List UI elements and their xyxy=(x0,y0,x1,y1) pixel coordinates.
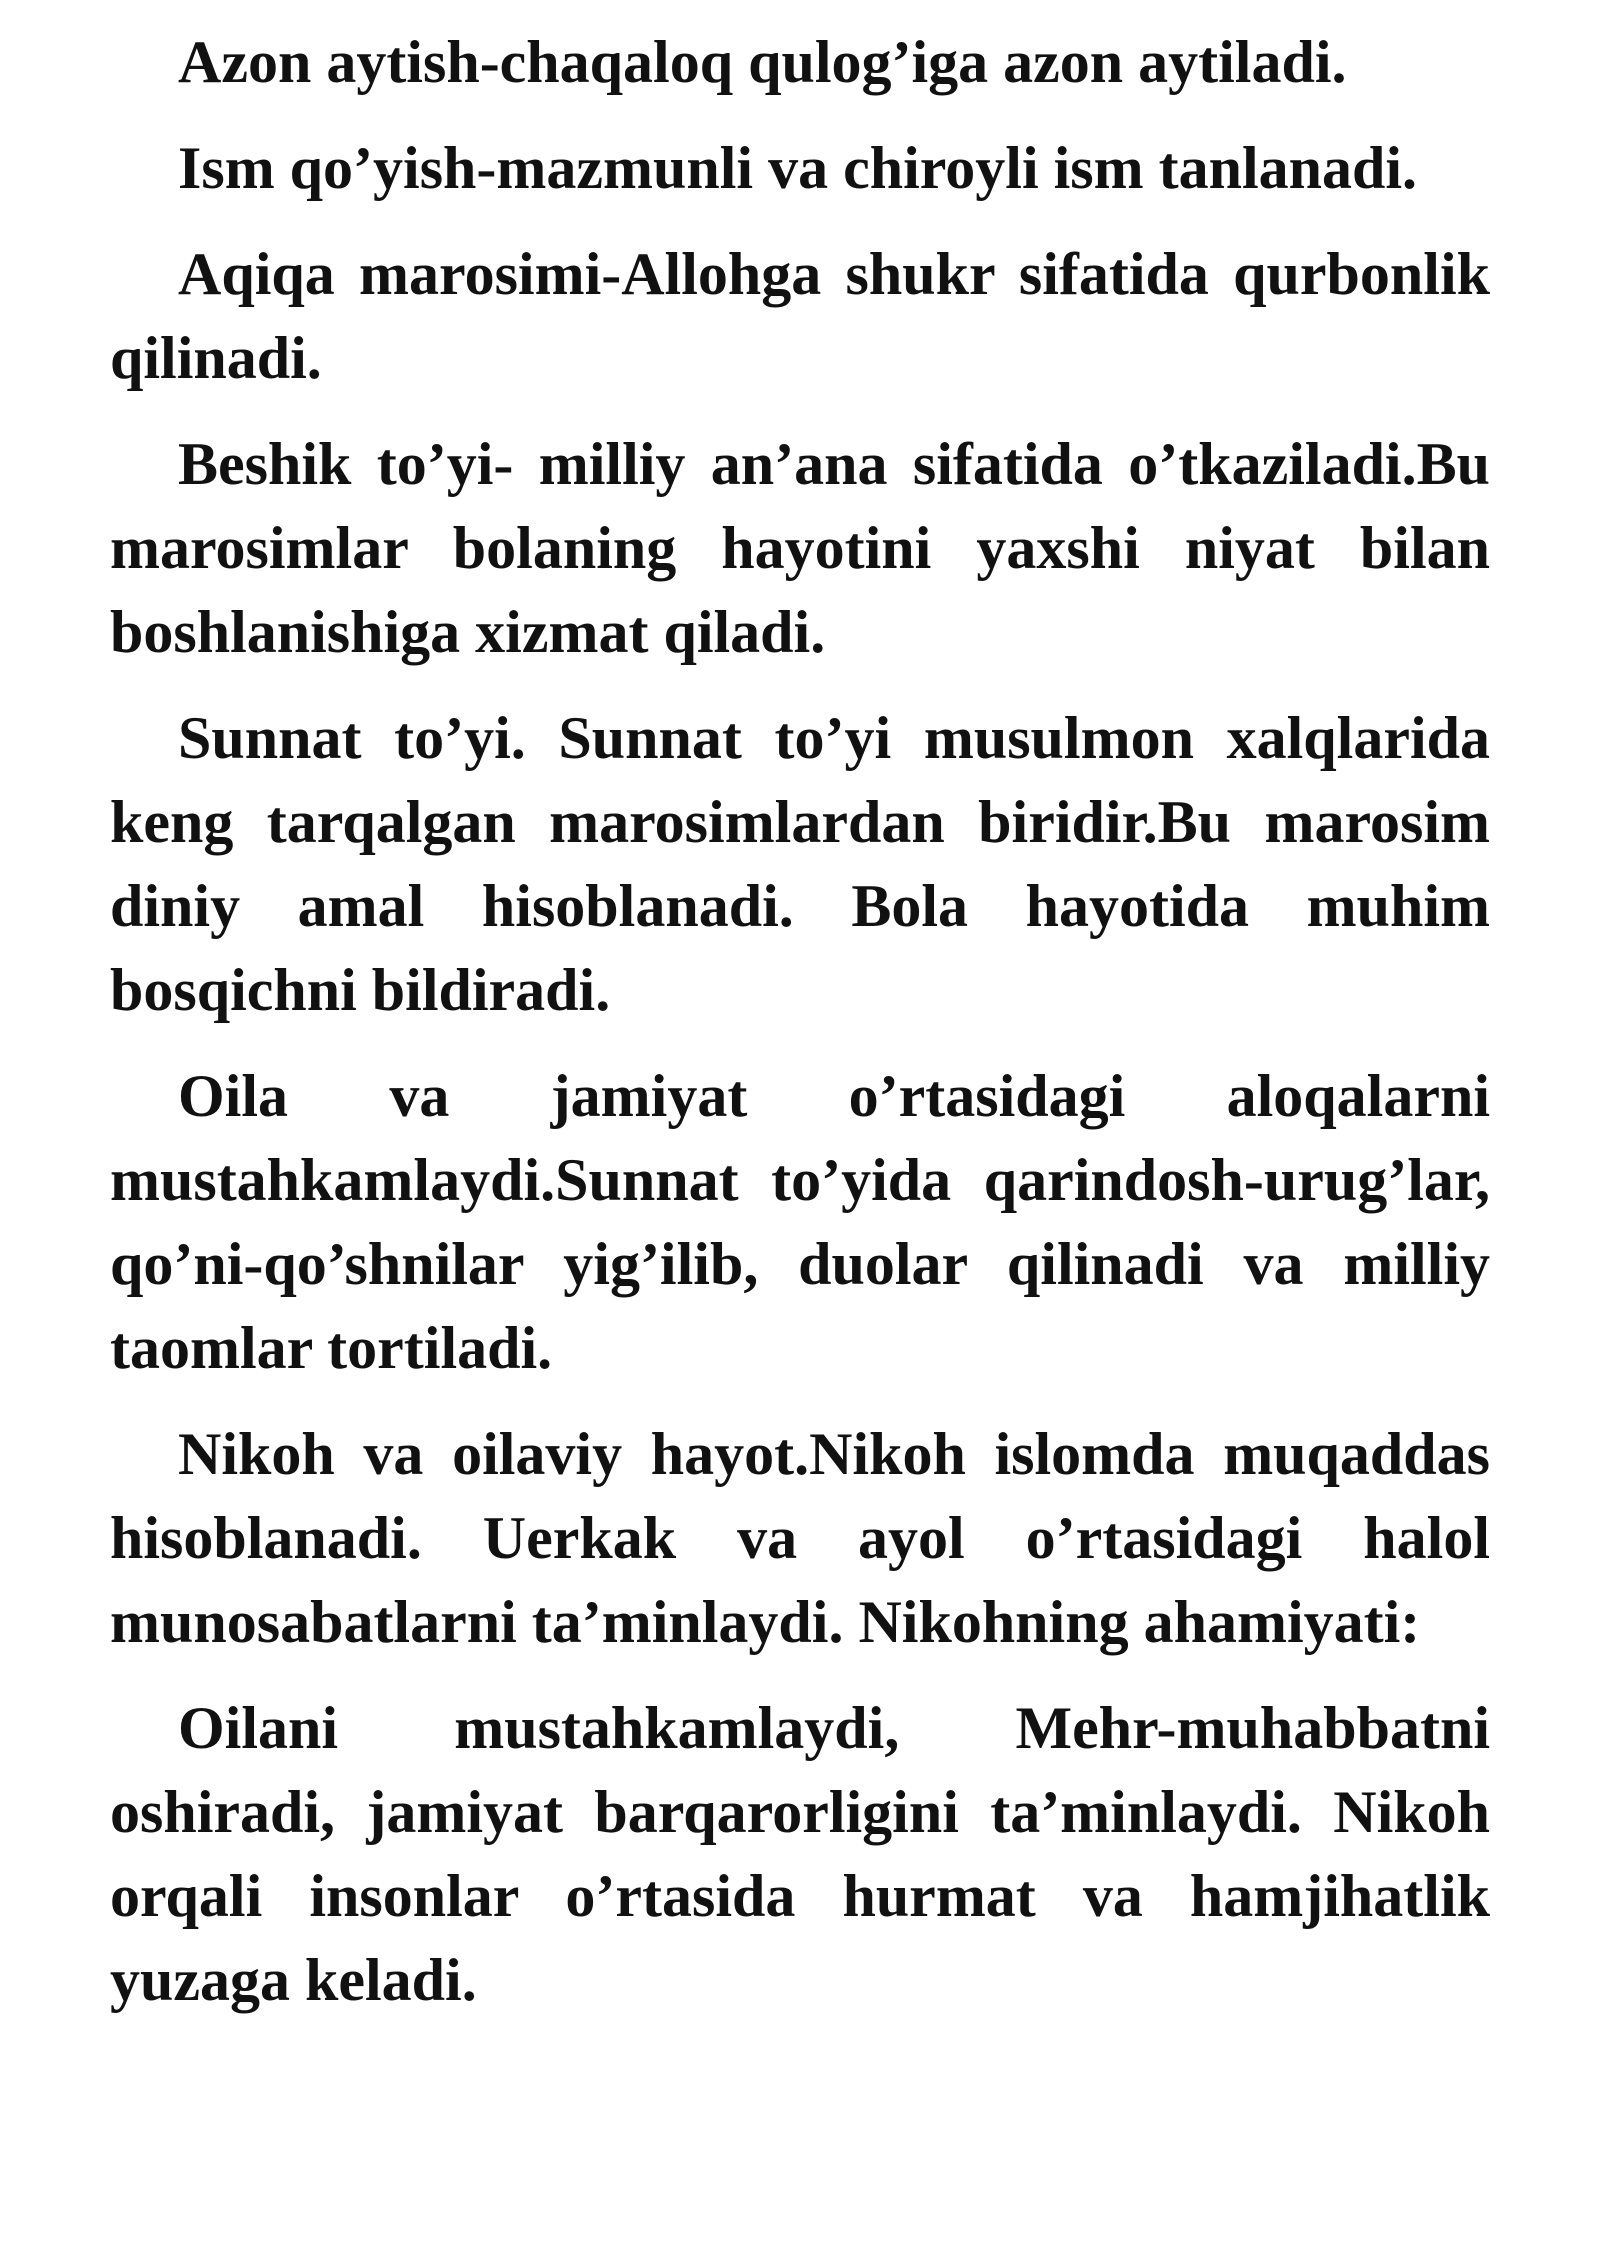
paragraph-aqiqa: Aqiqa marosimi-Allohga shukr sifatida qurbonlik qilinadi. xyxy=(110,241,1490,391)
paragraph-nikoh: Nikoh va oilaviy hayot.Nikoh islomda muqaddas hisoblanadi. Uerkak va ayol o’rtasidagi halol munosabatlarni ta’minlaydi. Nikohning ahamiyati: xyxy=(110,1421,1490,1655)
paragraph-beshik: Beshik to’yi- milliy an’ana sifatida o’tkaziladi.Bu marosimlar bolaning hayotini yaxshi niyat bilan boshlanishiga xizmat qiladi. xyxy=(110,431,1490,665)
paragraph-sunnat: Sunnat to’yi. Sunnat to’yi musulmon xalqlarida keng tarqalgan marosimlardan biridir.Bu marosim diniy amal hisoblanadi. Bola hayotida muhim bosqichni bildiradi. xyxy=(110,705,1490,1023)
paragraph-oilani: Oilani mustahkamlaydi, Mehr-muhabbatni oshiradi, jamiyat barqarorligini ta’minlaydi. Nikoh orqali insonlar o’rtasida hurmat va hamjihatlik yuzaga keladi. xyxy=(110,1695,1490,2013)
paragraph-ism: Ism qo’yish-mazmunli va chiroyli ism tanlanadi. xyxy=(178,135,1418,201)
paragraph-oila-jamiyat: Oila va jamiyat o’rtasidagi aloqalarni mustahkamlaydi.Sunnat to’yida qarindosh-urug’lar, qo’ni-qo’shnilar yig’ilib, duolar qilinadi va milliy taomlar tortiladi. xyxy=(110,1063,1490,1381)
document-page xyxy=(110,20,1490,2044)
paragraph-azon: Azon aytish-chaqaloq qulog’iga azon aytiladi. xyxy=(178,29,1347,95)
